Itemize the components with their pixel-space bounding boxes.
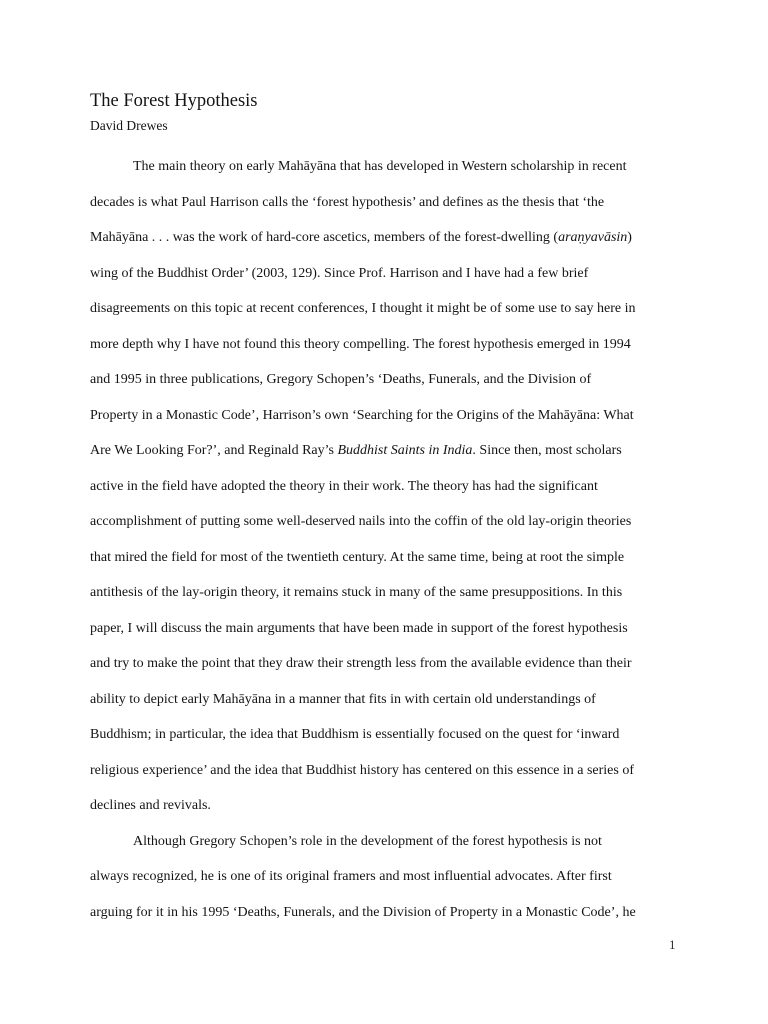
text-line — [90, 895, 690, 931]
text-segment: antithesis of the lay-origin theory, it remains stuck in many of the same presuppositions. In this — [90, 585, 623, 600]
text-segment: religious experience’ and the idea that Buddhist history has centered on this essence in a series of — [90, 762, 635, 778]
text-segment: Are We Looking For?’, and Reginald Ray’s — [90, 443, 338, 458]
text-segment: decades is what Paul Harrison calls the ‘forest hypothesis’ and defines as the thesis that ‘the — [90, 194, 605, 210]
text-line — [90, 717, 690, 753]
text-line — [90, 788, 690, 824]
text-segment: disagreements on this topic at recent conferences, I thought it might be of some use to say here in — [90, 301, 636, 316]
text-line — [90, 753, 690, 789]
document-title: The Forest Hypothesis — [90, 91, 258, 111]
italic-text: Buddhist Saints in India — [337, 443, 473, 458]
text-segment: active in the field have adopted the theory in their work. The theory has had the significant — [90, 478, 598, 494]
text-segment: Although Gregory Schopen’s role in the development of the forest hypothesis is not — [133, 833, 602, 849]
page-number: 1 — [669, 937, 676, 952]
document-body — [90, 149, 690, 930]
text-segment: Buddhism; in particular, the idea that Buddhism is essentially focused on the quest for ‘inward — [90, 727, 620, 742]
paragraph-1 — [90, 149, 690, 824]
text-line — [90, 362, 690, 398]
text-segment: accomplishment of putting some well-deserved nails into the coffin of the old lay-origin theories — [90, 514, 632, 529]
text-line — [90, 398, 690, 434]
text-segment: Mahāyāna . . . was the work of hard-core ascetics, members of the forest-dwelling ( — [90, 230, 559, 245]
text-segment: arguing for it in his 1995 ‘Deaths, Funerals, and the Division of Property in a Monastic Code’, he — [90, 904, 636, 920]
document-author: David Drewes — [90, 118, 168, 133]
text-line — [90, 149, 690, 185]
text-segment: ability to depict early Mahāyāna in a manner that fits in with certain old understandings of — [90, 691, 596, 707]
text-line — [90, 859, 690, 895]
text-segment: ) — [627, 230, 632, 245]
text-line — [90, 611, 690, 647]
text-segment: wing of the Buddhist Order’ (2003, 129). Since Prof. Harrison and I have had a few brief — [90, 265, 589, 281]
text-segment: and 1995 in three publications, Gregory Schopen’s ‘Deaths, Funerals, and the Division of — [90, 372, 592, 387]
text-line — [90, 504, 690, 540]
text-segment: more depth why I have not found this theory compelling. The forest hypothesis emerged in 1994 — [90, 336, 631, 352]
paragraph-2 — [90, 824, 690, 931]
text-line — [90, 185, 690, 221]
text-line — [90, 646, 690, 682]
text-segment: that mired the field for most of the twentieth century. At the same time, being at root the simple — [90, 549, 625, 565]
text-segment: Property in a Monastic Code’, Harrison’s own ‘Searching for the Origins of the Mahāyāna: What — [90, 407, 634, 423]
text-segment: and try to make the point that they draw their strength less from the available evidence than their — [90, 656, 632, 671]
text-line — [90, 540, 690, 576]
text-line — [90, 327, 690, 363]
text-line — [90, 824, 690, 860]
italic-text: araṇyavāsin — [558, 230, 628, 245]
text-segment: declines and revivals. — [90, 798, 211, 813]
text-line — [90, 291, 690, 327]
text-segment: The main theory on early Mahāyāna that has developed in Western scholarship in recent — [133, 159, 627, 174]
text-line — [90, 469, 690, 505]
text-segment: always recognized, he is one of its original framers and most influential advocates. After first — [90, 869, 612, 884]
text-line — [90, 220, 690, 256]
text-segment: paper, I will discuss the main arguments that have been made in support of the forest hypothesis — [90, 620, 628, 636]
text-line — [90, 433, 690, 469]
text-segment: . Since then, most scholars — [472, 443, 622, 458]
text-line — [90, 256, 690, 292]
text-line — [90, 682, 690, 718]
text-line — [90, 575, 690, 611]
